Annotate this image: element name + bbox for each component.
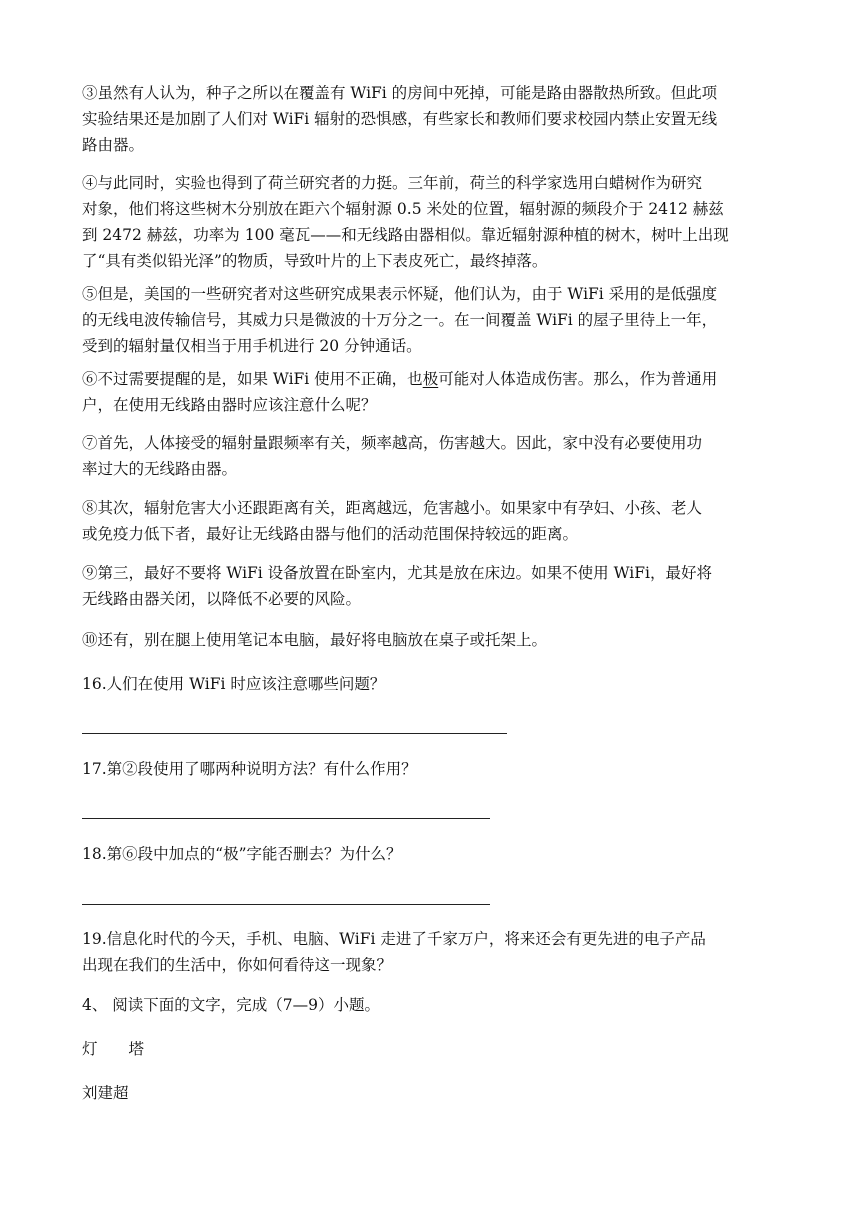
- paragraph-10: [82, 627, 782, 653]
- paragraph-line: ⑦首先，人体接受的辐射量跟频率有关，频率越高，伤害越大。因此，家中没有必要使用功: [82, 434, 703, 452]
- title-text: 灯 塔: [82, 1040, 145, 1058]
- paragraph-line: 到 2472 赫兹，功率为 100 毫瓦——和无线路由器相似。靠近辐射源种植的树木，树叶上出现: [82, 226, 729, 244]
- question-text: 18.第⑥段中加点的“极”字能否删去？为什么？: [82, 845, 402, 863]
- question-17: [82, 756, 782, 782]
- question-text: 17.第②段使用了哪两种说明方法？有什么作用？: [82, 760, 417, 778]
- answer-line-18[interactable]: [82, 904, 490, 905]
- article-author: [82, 1080, 782, 1106]
- paragraph-line: [82, 366, 782, 392]
- paragraph-line: ④与此同时，实验也得到了荷兰研究者的力挺。三年前，荷兰的科学家选用白蜡树作为研究: [82, 174, 703, 192]
- paragraph-line: 无线路由器关闭，以降低不必要的风险。: [82, 590, 362, 608]
- answer-line-17[interactable]: [82, 818, 490, 819]
- paragraph-line: 率过大的无线路由器。: [82, 460, 238, 478]
- paragraph-line: 了“具有类似铅光泽”的物质，导致叶片的上下表皮死亡，最终掉落。: [82, 252, 548, 270]
- paragraph-line: 对象，他们将这些树木分别放在距六个辐射源 0.5 米处的位置，辐射源的频段介于 2412 赫兹: [82, 200, 724, 218]
- question-text: 16.人们在使用 WiFi 时应该注意哪些问题？: [82, 675, 386, 693]
- instruction-text: 4、 阅读下面的文字，完成（7—9）小题。: [82, 996, 381, 1014]
- paragraph-5: [82, 281, 782, 359]
- paragraph-line: 路由器。: [82, 136, 145, 154]
- paragraph-line: ⑩还有，别在腿上使用笔记本电脑，最好将电脑放在桌子或托架上。: [82, 631, 548, 649]
- question-16: [82, 671, 782, 697]
- question-19: [82, 926, 782, 978]
- paragraph-line: 或免疫力低下者，最好让无线路由器与他们的活动范围保持较远的距离。: [82, 525, 579, 543]
- paragraph-line: 的无线电波传输信号，其威力只是微波的十万分之一。在一间覆盖 WiFi 的屋子里待上一年，: [82, 311, 718, 329]
- article-title: [82, 1036, 782, 1062]
- section-4-instruction: [82, 992, 782, 1018]
- paragraph-9: [82, 560, 782, 612]
- paragraph-7: [82, 430, 782, 482]
- paragraph-6: [82, 366, 782, 418]
- dotted-character: 极: [422, 370, 439, 388]
- paragraph-line: ③虽然有人认为，种子之所以在覆盖有 WiFi 的房间中死掉，可能是路由器散热所致。但此项: [82, 84, 718, 102]
- paragraph-3: [82, 80, 782, 158]
- paragraph-8: [82, 495, 782, 547]
- paragraph-6-text-after: 可能对人体造成伤害。那么，作为普通用: [438, 370, 718, 388]
- paragraph-line: 受到的辐射量仅相当于用手机进行 20 分钟通话。: [82, 337, 422, 355]
- question-text: 19.信息化时代的今天，手机、电脑、WiFi 走进了千家万户，将来还会有更先进的电子产品: [82, 930, 706, 948]
- paragraph-6-text-before: ⑥不过需要提醒的是，如果 WiFi 使用不正确，也: [82, 370, 423, 388]
- answer-line-16[interactable]: [82, 733, 507, 734]
- paragraph-line: ⑨第三，最好不要将 WiFi 设备放置在卧室内，尤其是放在床边。如果不使用 WiFi，最好将: [82, 564, 712, 582]
- paragraph-line: 户，在使用无线路由器时应该注意什么呢？: [82, 396, 377, 414]
- paragraph-4: [82, 170, 782, 274]
- paragraph-line: ⑧其次，辐射危害大小还跟距离有关，距离越远，危害越小。如果家中有孕妇、小孩、老人: [82, 499, 703, 517]
- paragraph-line: ⑤但是，美国的一些研究者对这些研究成果表示怀疑，他们认为，由于 WiFi 采用的是低强度: [82, 285, 718, 303]
- question-text: 出现在我们的生活中，你如何看待这一现象？: [82, 956, 393, 974]
- question-18: [82, 841, 782, 867]
- author-text: 刘建超: [82, 1084, 129, 1102]
- paragraph-line: 实验结果还是加剧了人们对 WiFi 辐射的恐惧感，有些家长和教师们要求校园内禁止安置无线: [82, 110, 718, 128]
